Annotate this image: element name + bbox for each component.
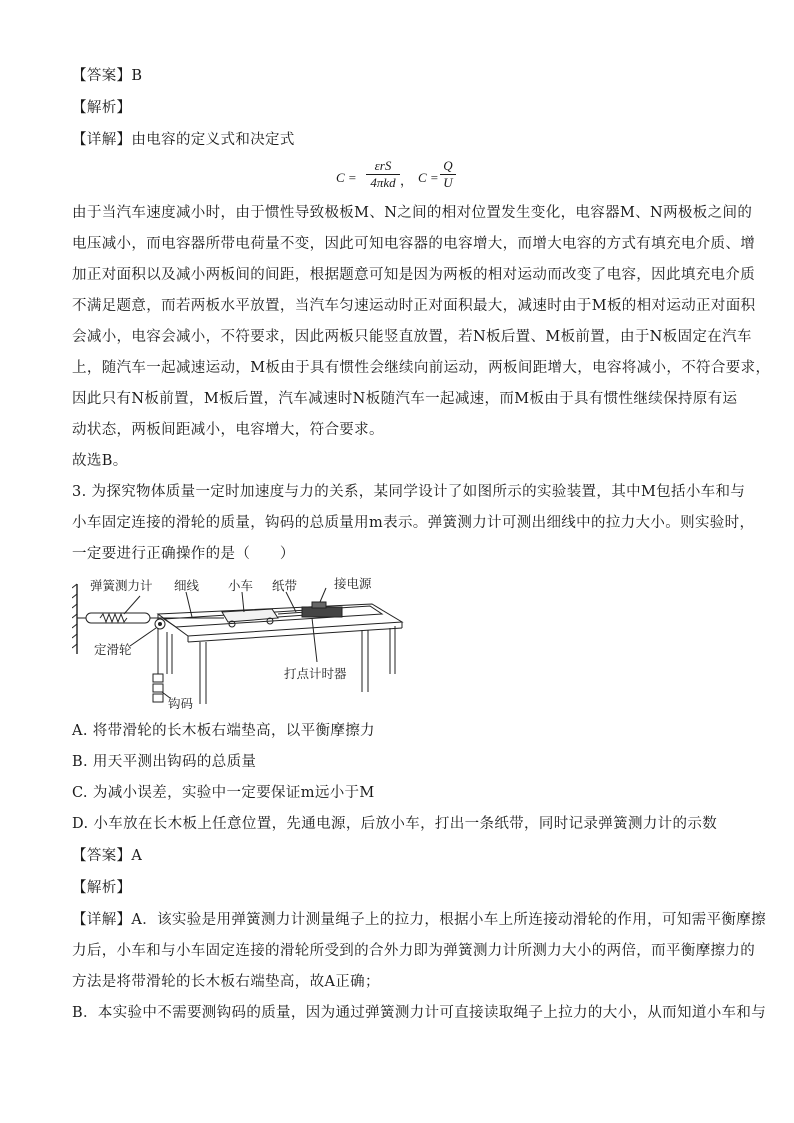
formula-separator: ，: [400, 173, 414, 188]
paragraph-line: 加正对面积以及减小两板间的间距，根据题意可知是因为两板的相对运动而改变了电容，因此填充电介质: [72, 267, 756, 283]
option-c: C. 为减小误差，实验中一定要保证m远小于M: [72, 785, 375, 801]
option-d: D. 小车放在长木板上任意位置，先通电源，后放小车，打出一条纸带，同时记录弹簧测力计的示数: [72, 816, 718, 832]
detail-intro: 【详解】由电容的定义式和决定式: [72, 132, 295, 148]
analysis-label: 【解析】: [72, 100, 132, 116]
capacitance-formula: [336, 158, 536, 198]
option-b: B. 用天平测出钩码的总质量: [72, 754, 257, 770]
answer-label: 【答案】B: [72, 68, 143, 84]
detail-line: 力后，小车和与小车固定连接的滑轮所受到的合外力即为弹簧测力计所测力大小的两倍，而平衡摩擦力的: [72, 943, 756, 959]
experiment-apparatus-figure: [72, 574, 412, 714]
formula-c2-numerator: Q: [440, 158, 456, 175]
label-hook-weights: 钩码: [168, 696, 194, 711]
analysis-label: 【解析】: [72, 880, 132, 896]
paragraph-line: 因此只有N板前置，M板后置，汽车减速时N板随汽车一起减速，而M板由于具有惯性继续保持原有运: [72, 391, 738, 407]
label-ticker-timer: 打点计时器: [284, 666, 347, 681]
label-thin-line: 细线: [174, 578, 200, 593]
label-power-source: 接电源: [334, 576, 372, 591]
question-stem: 一定要进行正确操作的是（ ）: [72, 546, 295, 562]
formula-c1-lhs: C =: [336, 170, 357, 185]
label-spring-scale: 弹簧测力计: [90, 578, 153, 593]
question-stem: 小车固定连接的滑轮的质量，钩码的总质量用m表示。弹簧测力计可测出细线中的拉力大小。则实验时，: [72, 515, 755, 531]
detail-line: B．本实验中不需要测钩码的质量，因为通过弹簧测力计可直接读取绳子上拉力的大小，从而知道小车和与: [72, 1005, 767, 1021]
formula-c1-denominator: 4πkd: [370, 175, 396, 190]
paragraph-line: 上，随汽车一起减速运动，M板由于具有惯性会继续向前运动，两板间距增大，电容将减小，不符合要求，: [72, 360, 771, 376]
label-cart: 小车: [228, 578, 254, 593]
paragraph-line: 动状态，两板间距减小，电容增大，符合要求。: [72, 422, 384, 438]
label-paper-tape: 纸带: [272, 578, 298, 593]
formula-c2-fraction: [440, 158, 456, 191]
paragraph-line: 会减小，电容会减小，不符要求，因此两板只能竖直放置，若N板后置、M板前置，由于N板固定在汽车: [72, 329, 752, 345]
detail-line: 【详解】A．该实验是用弹簧测力计测量绳子上的拉力，根据小车上所连接动滑轮的作用，可知需平衡摩擦: [72, 912, 766, 928]
formula-c2-lhs: C =: [418, 170, 439, 185]
paragraph-line: 由于当汽车速度减小时，由于惯性导致极板M、N之间的相对位置发生变化，电容器M、N两极板之间的: [72, 205, 753, 221]
conclusion-line: 故选B。: [72, 453, 128, 469]
formula-c1-fraction: [366, 158, 400, 191]
option-a: A. 将带滑轮的长木板右端垫高，以平衡摩擦力: [72, 723, 375, 739]
label-fixed-pulley: 定滑轮: [94, 642, 132, 657]
paragraph-line: 电压减小，而电容器所带电荷量不变，因此可知电容器的电容增大，而增大电容的方式有填充电介质、增: [72, 236, 756, 252]
formula-c2-denominator: U: [443, 175, 453, 190]
question-stem: 3. 为探究物体质量一定时加速度与力的关系，某同学设计了如图所示的实验装置，其中M包括小车和与: [72, 484, 746, 500]
paragraph-line: 不满足题意，而若两板水平放置，当汽车匀速运动时正对面积最大，减速时由于M板的相对运动正对面积: [72, 298, 756, 314]
answer-label: 【答案】A: [72, 848, 143, 864]
formula-c1-numerator: εrS: [366, 158, 400, 175]
detail-line: 方法是将带滑轮的长木板右端垫高，故A正确；: [72, 974, 380, 990]
